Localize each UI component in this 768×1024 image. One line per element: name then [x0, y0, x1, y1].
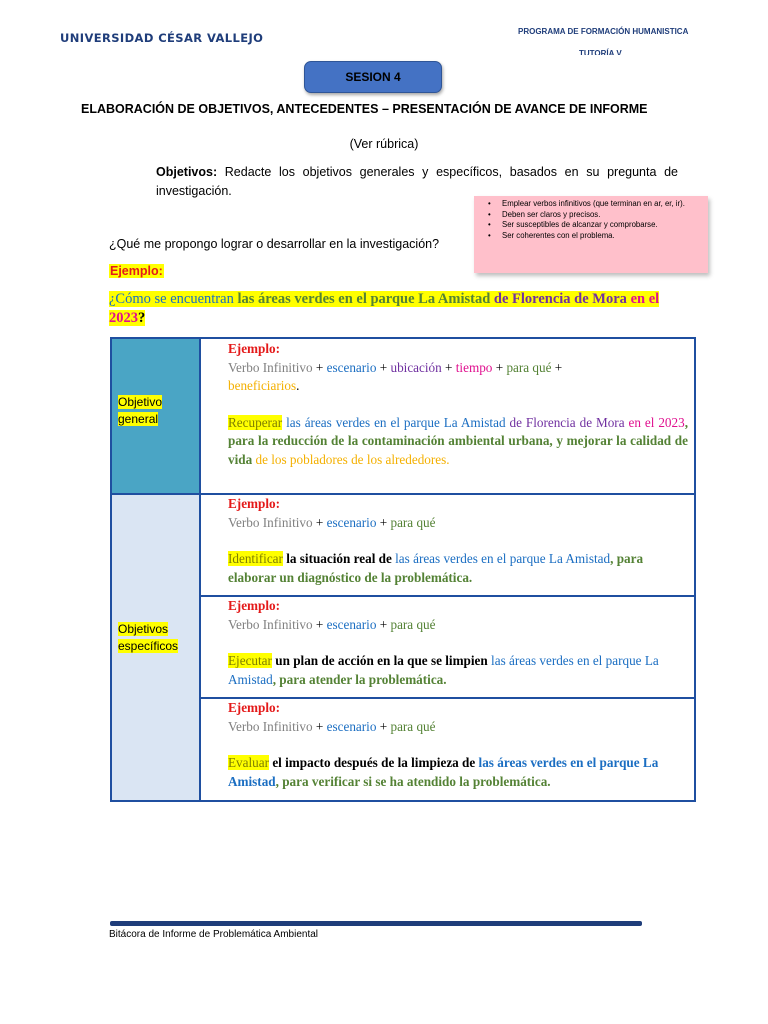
general-objective-cell: Ejemplo: Verbo Infinitivo + escenario + ubicación + tiempo + para qué + beneficiarios. Recuperar las áreas verdes en el parque La Amistad de Florencia de Mora en el 2023, para la reducción de la contaminación ambiental urbana, y mejorar la calidad de vida de los pobladores de los alrededores. [201, 337, 696, 495]
ejemplo-label: Ejemplo: [228, 341, 281, 356]
rq-part-1: ¿Cómo se encuentran [109, 291, 238, 307]
specific-objective-cell [201, 597, 696, 699]
specific-objectives-label-cell [110, 495, 201, 802]
ejemplo-label: Ejemplo: [228, 700, 281, 715]
specific-objective-cell [201, 495, 696, 597]
general-objective-label-cell [110, 337, 201, 495]
tip-item: • Deben ser claros y precisos. [480, 210, 700, 221]
objectives-table [110, 337, 696, 802]
formula-line: Verbo Infinitivo + escenario + para qué [228, 616, 436, 632]
tip-item: • Emplear verbos infinitivos (que terminan en ar, er, ir). [480, 199, 700, 210]
specific-objective-example: Evaluar el impacto después de la limpieza de las áreas verdes en el parque La Amistad, para verificar si se ha atendido la problemática. [228, 755, 659, 789]
ejemplo-label: Ejemplo: [228, 496, 281, 511]
tips-note [474, 196, 708, 273]
session-badge: SESION 4 [304, 61, 442, 93]
university-logo [54, 24, 264, 52]
specific-objective-example: Identificar la situación real de las áreas verdes en el parque La Amistad, para elaborar un diagnóstico de la problemática. [228, 551, 644, 585]
specific-objective-example: Ejecutar un plan de acción en la que se limpien las áreas verdes en el parque La Amistad, para atender la problemática. [228, 653, 659, 687]
tip-item: • Ser susceptibles de alcanzar y comprobarse. [480, 220, 700, 231]
specific-objective-cell [201, 699, 696, 802]
objectives-text: Redacte los objetivos generales y específicos, basados en su pregunta de investigación. [156, 165, 678, 198]
specific-objectives-label: Objetivos específicos [118, 622, 179, 653]
rq-part-5: ? [138, 310, 146, 326]
rq-part-3: de Florencia de Mora [493, 291, 627, 307]
general-objective-example: Recuperar las áreas verdes en el parque La Amistad de Florencia de Mora en el 2023, para la reducción de la contaminación ambiental urbana, y mejorar la calidad de vida de los pobladores de los alrededores. [228, 414, 689, 467]
research-question [109, 290, 689, 328]
example-label: Ejemplo: [110, 264, 163, 278]
program-name: PROGRAMA DE FORMACIÓN HUMANISTICA [518, 27, 689, 36]
university-name: UNIVERSIDAD CÉSAR VALLEJO [60, 31, 264, 45]
rq-part-2: las áreas verdes en el parque La Amistad [237, 291, 494, 307]
course-name: TUTORÍA V [579, 49, 622, 55]
footer-divider [110, 921, 642, 926]
rq-part-4: en el 2023 [109, 291, 660, 326]
formula-line: Verbo Infinitivo + escenario + para qué [228, 514, 436, 530]
rubric-note: (Ver rúbrica) [349, 137, 419, 151]
general-objective-label: Objetivo general [118, 395, 163, 426]
page-heading: ELABORACIÓN DE OBJETIVOS, ANTECEDENTES – PRESENTACIÓN DE AVANCE DE INFORME [81, 102, 648, 116]
formula-line: Verbo Infinitivo + escenario + para qué [228, 718, 436, 734]
footer-text: Bitácora de Informe de Problemática Ambiental [109, 929, 318, 940]
objectives-label: Objetivos: [156, 165, 218, 179]
formula-line: Verbo Infinitivo + escenario + ubicación + tiempo + para qué + [228, 359, 563, 375]
guiding-question: ¿Qué me propongo lograr o desarrollar en la investigación? [109, 237, 440, 251]
tip-item: • Ser coherentes con el problema. [480, 231, 700, 242]
ejemplo-label: Ejemplo: [228, 598, 281, 613]
